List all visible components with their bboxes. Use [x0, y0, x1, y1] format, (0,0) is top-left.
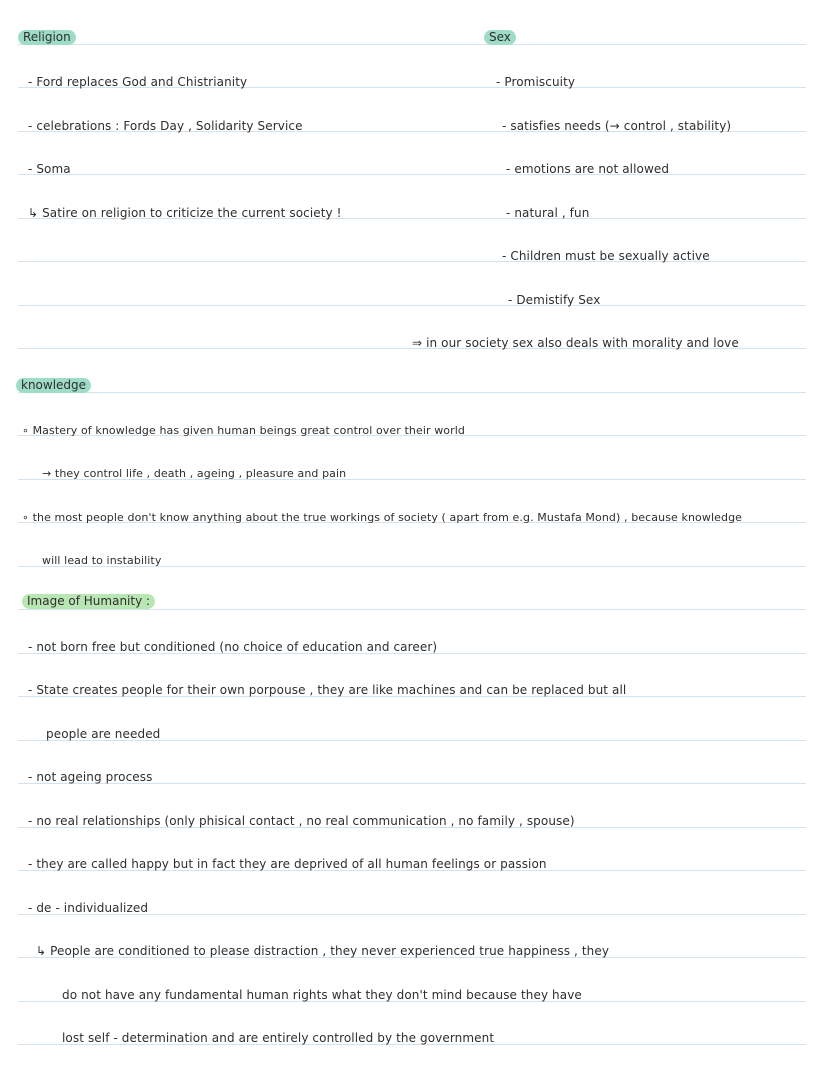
religion-item: - Ford replaces God and Chistrianity [28, 75, 248, 89]
humanity-item: - de - individualized [28, 901, 149, 915]
knowledge-heading: knowledge [16, 378, 91, 393]
sex-item: - Children must be sexually active [502, 249, 710, 263]
ruled-line [18, 609, 806, 610]
religion-item: - celebrations : Fords Day , Solidarity Service [28, 119, 303, 133]
ruled-line [18, 44, 806, 45]
sex-item: - Demistify Sex [508, 293, 601, 307]
sex-heading: Sex [484, 30, 516, 45]
knowledge-bullet: ∘ the most people don't know anything about the true workings of society ( apart from e.g. Mustafa Mond) , because knowledge [22, 511, 743, 524]
humanity-item: - no real relationships (only phisical contact , no real communication , no family , spouse) [28, 814, 575, 828]
ruled-line [18, 392, 806, 393]
sex-item: - satisfies needs (→ control , stability) [502, 119, 732, 133]
sex-item: - natural , fun [506, 206, 590, 220]
humanity-heading: Image of Humanity : [22, 594, 155, 609]
sex-item: - Promiscuity [496, 75, 576, 89]
humanity-conclusion: ↳ People are conditioned to please distraction , they never experienced true happiness , they [36, 944, 610, 958]
knowledge-bullet: ∘ Mastery of knowledge has given human beings great control over their world [22, 424, 466, 437]
humanity-item-continuation: people are needed [46, 727, 161, 741]
humanity-item: - not ageing process [28, 770, 153, 784]
religion-heading: Religion [18, 30, 76, 45]
sex-conclusion: ⇒ in our society sex also deals with morality and love [412, 336, 739, 350]
sex-item: - emotions are not allowed [506, 162, 670, 176]
knowledge-bullet-continuation: will lead to instability [42, 554, 162, 567]
ruled-line [18, 174, 806, 175]
humanity-item: - State creates people for their own porpouse , they are like machines and can be replaced but all [28, 683, 627, 697]
humanity-conclusion: do not have any fundamental human rights what they don't mind because they have [62, 988, 582, 1002]
religion-item: - Soma [28, 162, 71, 176]
humanity-conclusion: lost self - determination and are entirely controlled by the government [62, 1031, 495, 1045]
humanity-item: - they are called happy but in fact they are deprived of all human feelings or passion [28, 857, 547, 871]
knowledge-sub-item: → they control life , death , ageing , pleasure and pain [42, 467, 347, 480]
religion-conclusion: ↳ Satire on religion to criticize the current society ! [28, 206, 342, 220]
ruled-line [18, 305, 806, 306]
humanity-item: - not born free but conditioned (no choice of education and career) [28, 640, 438, 654]
